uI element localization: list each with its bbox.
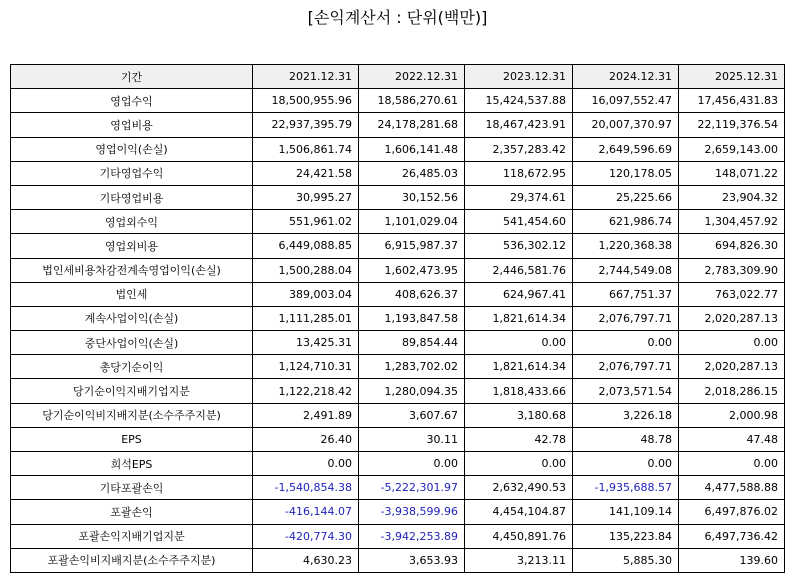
row-label: 영업외비용: [11, 234, 253, 258]
table-row: [11, 548, 785, 572]
value-cell: 3,653.93: [359, 548, 465, 572]
page-title: [손익계산서 : 단위(백만)]: [307, 8, 488, 27]
value-cell: 2,073,571.54: [573, 379, 679, 403]
value-cell: 2,018,286.15: [679, 379, 785, 403]
table-row: [11, 355, 785, 379]
value-cell: 2,076,797.71: [573, 355, 679, 379]
value-cell: 694,826.30: [679, 234, 785, 258]
row-label: 중단사업이익(손실): [11, 331, 253, 355]
value-cell: 118,672.95: [465, 161, 573, 185]
year-header: 2025.12.31: [679, 65, 785, 89]
value-cell: 2,000.98: [679, 403, 785, 427]
value-cell: 0.00: [679, 331, 785, 355]
table-row: [11, 161, 785, 185]
value-cell: 408,626.37: [359, 282, 465, 306]
value-cell: 0.00: [679, 452, 785, 476]
row-label: 희석EPS: [11, 452, 253, 476]
value-cell: 1,193,847.58: [359, 306, 465, 330]
year-header: 2022.12.31: [359, 65, 465, 89]
value-cell: 13,425.31: [253, 331, 359, 355]
header-row: [11, 65, 785, 89]
row-label: 영업비용: [11, 113, 253, 137]
value-cell: 1,818,433.66: [465, 379, 573, 403]
value-cell: 2,076,797.71: [573, 306, 679, 330]
value-cell: 1,220,368.38: [573, 234, 679, 258]
value-cell: 2,659,143.00: [679, 137, 785, 161]
value-cell: 1,124,710.31: [253, 355, 359, 379]
value-cell: 2,491.89: [253, 403, 359, 427]
value-cell: 2,783,309.90: [679, 258, 785, 282]
value-cell: 541,454.60: [465, 210, 573, 234]
row-label: EPS: [11, 427, 253, 451]
value-cell: 2,632,490.53: [465, 476, 573, 500]
value-cell: 1,506,861.74: [253, 137, 359, 161]
value-cell: 6,497,736.42: [679, 524, 785, 548]
row-label: 당기순이익지배기업지분: [11, 379, 253, 403]
value-cell: -1,540,854.38: [253, 476, 359, 500]
value-cell: 4,477,588.88: [679, 476, 785, 500]
value-cell: 30,995.27: [253, 185, 359, 209]
value-cell: 18,586,270.61: [359, 89, 465, 113]
row-label: 당기순이익비지배지분(소수주주지분): [11, 403, 253, 427]
value-cell: 1,283,702.02: [359, 355, 465, 379]
value-cell: 2,744,549.08: [573, 258, 679, 282]
row-label: 포괄손익: [11, 500, 253, 524]
value-cell: 389,003.04: [253, 282, 359, 306]
table-row: [11, 137, 785, 161]
value-cell: 763,022.77: [679, 282, 785, 306]
value-cell: 4,454,104.87: [465, 500, 573, 524]
value-cell: 141,109.14: [573, 500, 679, 524]
value-cell: 1,602,473.95: [359, 258, 465, 282]
table-row: [11, 234, 785, 258]
value-cell: 6,915,987.37: [359, 234, 465, 258]
value-cell: 25,225.66: [573, 185, 679, 209]
value-cell: -420,774.30: [253, 524, 359, 548]
value-cell: 551,961.02: [253, 210, 359, 234]
table-row: [11, 258, 785, 282]
value-cell: 16,097,552.47: [573, 89, 679, 113]
table-row: [11, 452, 785, 476]
value-cell: -1,935,688.57: [573, 476, 679, 500]
value-cell: 15,424,537.88: [465, 89, 573, 113]
row-label: 법인세비용차감전계속영업이익(손실): [11, 258, 253, 282]
value-cell: 30.11: [359, 427, 465, 451]
value-cell: 26,485.03: [359, 161, 465, 185]
value-cell: 0.00: [465, 452, 573, 476]
value-cell: 42.78: [465, 427, 573, 451]
value-cell: 2,020,287.13: [679, 355, 785, 379]
value-cell: 29,374.61: [465, 185, 573, 209]
table-row: [11, 306, 785, 330]
value-cell: 20,007,370.97: [573, 113, 679, 137]
value-cell: 0.00: [359, 452, 465, 476]
value-cell: 1,111,285.01: [253, 306, 359, 330]
period-header: 기간: [11, 65, 253, 89]
value-cell: -5,222,301.97: [359, 476, 465, 500]
value-cell: 3,226.18: [573, 403, 679, 427]
table-row: [11, 427, 785, 451]
value-cell: 48.78: [573, 427, 679, 451]
value-cell: 135,223.84: [573, 524, 679, 548]
value-cell: 139.60: [679, 548, 785, 572]
value-cell: 30,152.56: [359, 185, 465, 209]
value-cell: 4,630.23: [253, 548, 359, 572]
value-cell: 2,020,287.13: [679, 306, 785, 330]
row-label: 총당기순이익: [11, 355, 253, 379]
row-label: 기타영업비용: [11, 185, 253, 209]
value-cell: 17,456,431.83: [679, 89, 785, 113]
table-row: [11, 524, 785, 548]
row-label: 포괄손익지배기업지분: [11, 524, 253, 548]
value-cell: 2,357,283.42: [465, 137, 573, 161]
row-label: 포괄손익비지배지분(소수주주지분): [11, 548, 253, 572]
table-row: [11, 185, 785, 209]
table-row: [11, 282, 785, 306]
value-cell: 148,071.22: [679, 161, 785, 185]
value-cell: 1,821,614.34: [465, 306, 573, 330]
value-cell: 3,607.67: [359, 403, 465, 427]
table-row: [11, 403, 785, 427]
row-label: 영업이익(손실): [11, 137, 253, 161]
value-cell: 6,449,088.85: [253, 234, 359, 258]
value-cell: 0.00: [573, 331, 679, 355]
value-cell: -3,938,599.96: [359, 500, 465, 524]
value-cell: -3,942,253.89: [359, 524, 465, 548]
value-cell: 6,497,876.02: [679, 500, 785, 524]
table-row: [11, 379, 785, 403]
table-row: [11, 500, 785, 524]
value-cell: 18,467,423.91: [465, 113, 573, 137]
value-cell: 18,500,955.96: [253, 89, 359, 113]
value-cell: 120,178.05: [573, 161, 679, 185]
row-label: 기타영업수익: [11, 161, 253, 185]
income-statement-table: [10, 64, 785, 573]
row-label: 영업외수익: [11, 210, 253, 234]
value-cell: 1,821,614.34: [465, 355, 573, 379]
year-header: 2024.12.31: [573, 65, 679, 89]
value-cell: 3,213.11: [465, 548, 573, 572]
value-cell: 24,178,281.68: [359, 113, 465, 137]
table-row: [11, 113, 785, 137]
value-cell: 2,446,581.76: [465, 258, 573, 282]
value-cell: 0.00: [465, 331, 573, 355]
value-cell: 1,500,288.04: [253, 258, 359, 282]
table-row: [11, 210, 785, 234]
value-cell: 23,904.32: [679, 185, 785, 209]
value-cell: 536,302.12: [465, 234, 573, 258]
value-cell: 89,854.44: [359, 331, 465, 355]
value-cell: -416,144.07: [253, 500, 359, 524]
value-cell: 2,649,596.69: [573, 137, 679, 161]
value-cell: 1,280,094.35: [359, 379, 465, 403]
row-label: 영업수익: [11, 89, 253, 113]
year-header: 2021.12.31: [253, 65, 359, 89]
row-label: 기타포괄손익: [11, 476, 253, 500]
value-cell: 621,986.74: [573, 210, 679, 234]
value-cell: 1,101,029.04: [359, 210, 465, 234]
value-cell: 3,180.68: [465, 403, 573, 427]
value-cell: 24,421.58: [253, 161, 359, 185]
value-cell: 1,304,457.92: [679, 210, 785, 234]
value-cell: 5,885.30: [573, 548, 679, 572]
value-cell: 22,937,395.79: [253, 113, 359, 137]
value-cell: 4,450,891.76: [465, 524, 573, 548]
value-cell: 1,606,141.48: [359, 137, 465, 161]
row-label: 법인세: [11, 282, 253, 306]
table-row: [11, 89, 785, 113]
value-cell: 22,119,376.54: [679, 113, 785, 137]
value-cell: 1,122,218.42: [253, 379, 359, 403]
value-cell: 0.00: [573, 452, 679, 476]
value-cell: 667,751.37: [573, 282, 679, 306]
year-header: 2023.12.31: [465, 65, 573, 89]
value-cell: 47.48: [679, 427, 785, 451]
row-label: 계속사업이익(손실): [11, 306, 253, 330]
table-row: [11, 476, 785, 500]
value-cell: 624,967.41: [465, 282, 573, 306]
table-row: [11, 331, 785, 355]
value-cell: 26.40: [253, 427, 359, 451]
value-cell: 0.00: [253, 452, 359, 476]
